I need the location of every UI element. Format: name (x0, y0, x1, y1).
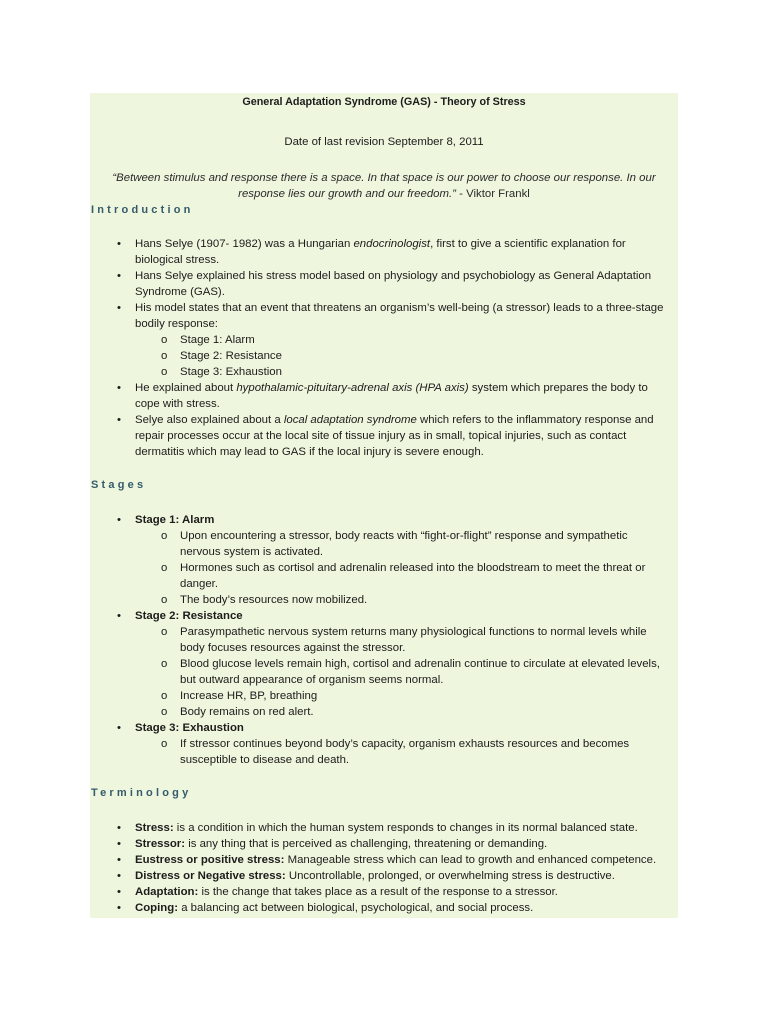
term-item (135, 852, 669, 868)
sub-list-item: o Increase HR, BP, breathing (180, 688, 669, 704)
sub-list (135, 624, 669, 720)
section-heading-stages: Stages (91, 479, 147, 491)
term-name: Coping: (135, 902, 179, 914)
stage-item (135, 512, 669, 608)
item-text: He explained about (135, 382, 237, 394)
item-emphasis: local adaptation syndrome (283, 414, 417, 426)
item-text: Selye also explained about a (135, 414, 284, 426)
sub-list-item: o Stage 1: Alarm (180, 332, 669, 348)
term-name: Eustress or positive stress: (135, 854, 285, 866)
content-box (90, 93, 678, 918)
list-item (135, 380, 669, 412)
sub-list (135, 736, 669, 768)
sub-list-item: o Parasympathetic nervous system returns many physiological functions to normal levels while body focuses resources against the stressor. (180, 624, 669, 656)
item-text: which refers to the inflammatory response and repair processes occur at the local site of tissue injury as in small, topical injuries, such as contact dermatitis which may lead to GAS if the local injury is severe enough. (135, 414, 654, 458)
term-definition: is the change that takes place as a result of the response to a stressor. (201, 886, 558, 898)
list-item (135, 236, 669, 268)
item-text: Hans Selye (1907- 1982) was a Hungarian (135, 238, 354, 250)
term-name: Adaptation: (135, 886, 199, 898)
term-item (135, 900, 669, 916)
term-item (135, 868, 669, 884)
sub-list-item: o Blood glucose levels remain high, cortisol and adrenalin continue to circulate at elevated levels, but outward appearance of organism seems normal. (180, 656, 669, 688)
list-item (135, 300, 669, 380)
stage-item (135, 720, 669, 768)
item-emphasis: endocrinologist (353, 238, 431, 250)
term-item (135, 884, 669, 900)
list-item (135, 412, 669, 460)
quote-attribution: - Viktor Frankl (459, 188, 530, 200)
stage-label: Stage 3: Exhaustion (135, 722, 244, 734)
term-definition: is any thing that is perceived as challenging, threatening or demanding. (188, 838, 548, 850)
document-title: General Adaptation Syndrome (GAS) - Theory of Stress (242, 96, 526, 108)
sub-list-item: o Stage 2: Resistance (180, 348, 669, 364)
section-heading-terminology: Terminology (91, 787, 192, 799)
term-definition: a balancing act between biological, psychological, and social process. (181, 902, 534, 914)
item-text: His model states that an event that threatens an organism’s well-being (a stressor) leads to a three-stage bodily response: (135, 302, 664, 330)
item-emphasis: hypothalamic-pituitary-adrenal axis (HPA axis) (236, 382, 469, 394)
revision-date: Date of last revision September 8, 2011 (284, 136, 484, 148)
term-name: Stress: (135, 822, 174, 834)
sub-list-item: o Upon encountering a stressor, body reacts with “fight-or-flight” response and sympathetic nervous system is activated. (180, 528, 669, 560)
term-definition: Manageable stress which can lead to growth and enhanced competence. (287, 854, 657, 866)
terminology-list (90, 820, 678, 916)
stage-label: Stage 2: Resistance (135, 610, 243, 622)
term-definition: Uncontrollable, prolonged, or overwhelming stress is destructive. (288, 870, 615, 882)
sub-list-item: o Stage 3: Exhaustion (180, 364, 669, 380)
quote (104, 170, 664, 202)
term-item (135, 820, 669, 836)
stage-item (135, 608, 669, 720)
sub-list-item: o Hormones such as cortisol and adrenalin released into the bloodstream to meet the threat or danger. (180, 560, 669, 592)
item-text: system which prepares the body to cope with stress. (135, 382, 648, 410)
section-heading-introduction: Introduction (91, 204, 194, 216)
sub-list-item: o The body’s resources now mobilized. (180, 592, 669, 608)
sub-list-item: o Body remains on red alert. (180, 704, 669, 720)
list-item (135, 268, 669, 300)
quote-text: “Between stimulus and response there is a space. In that space is our power to choose our response. In our response lies our growth and our freedom.” (112, 172, 656, 200)
introduction-list (90, 236, 678, 460)
sub-list-item: o If stressor continues beyond body’s capacity, organism exhausts resources and becomes susceptible to disease and death. (180, 736, 669, 768)
item-text: Hans Selye explained his stress model based on physiology and psychobiology as General Adaptation Syndrome (GAS). (135, 270, 652, 298)
term-name: Stressor: (135, 838, 186, 850)
term-item (135, 836, 669, 852)
term-definition: is a condition in which the human system responds to changes in its normal balanced state. (176, 822, 638, 834)
stage-label: Stage 1: Alarm (135, 514, 215, 526)
sub-list (135, 332, 669, 380)
term-name: Distress or Negative stress: (135, 870, 286, 882)
stages-list (90, 512, 678, 768)
sub-list (135, 528, 669, 608)
item-text: , first to give a scientific explanation for biological stress. (135, 238, 626, 266)
